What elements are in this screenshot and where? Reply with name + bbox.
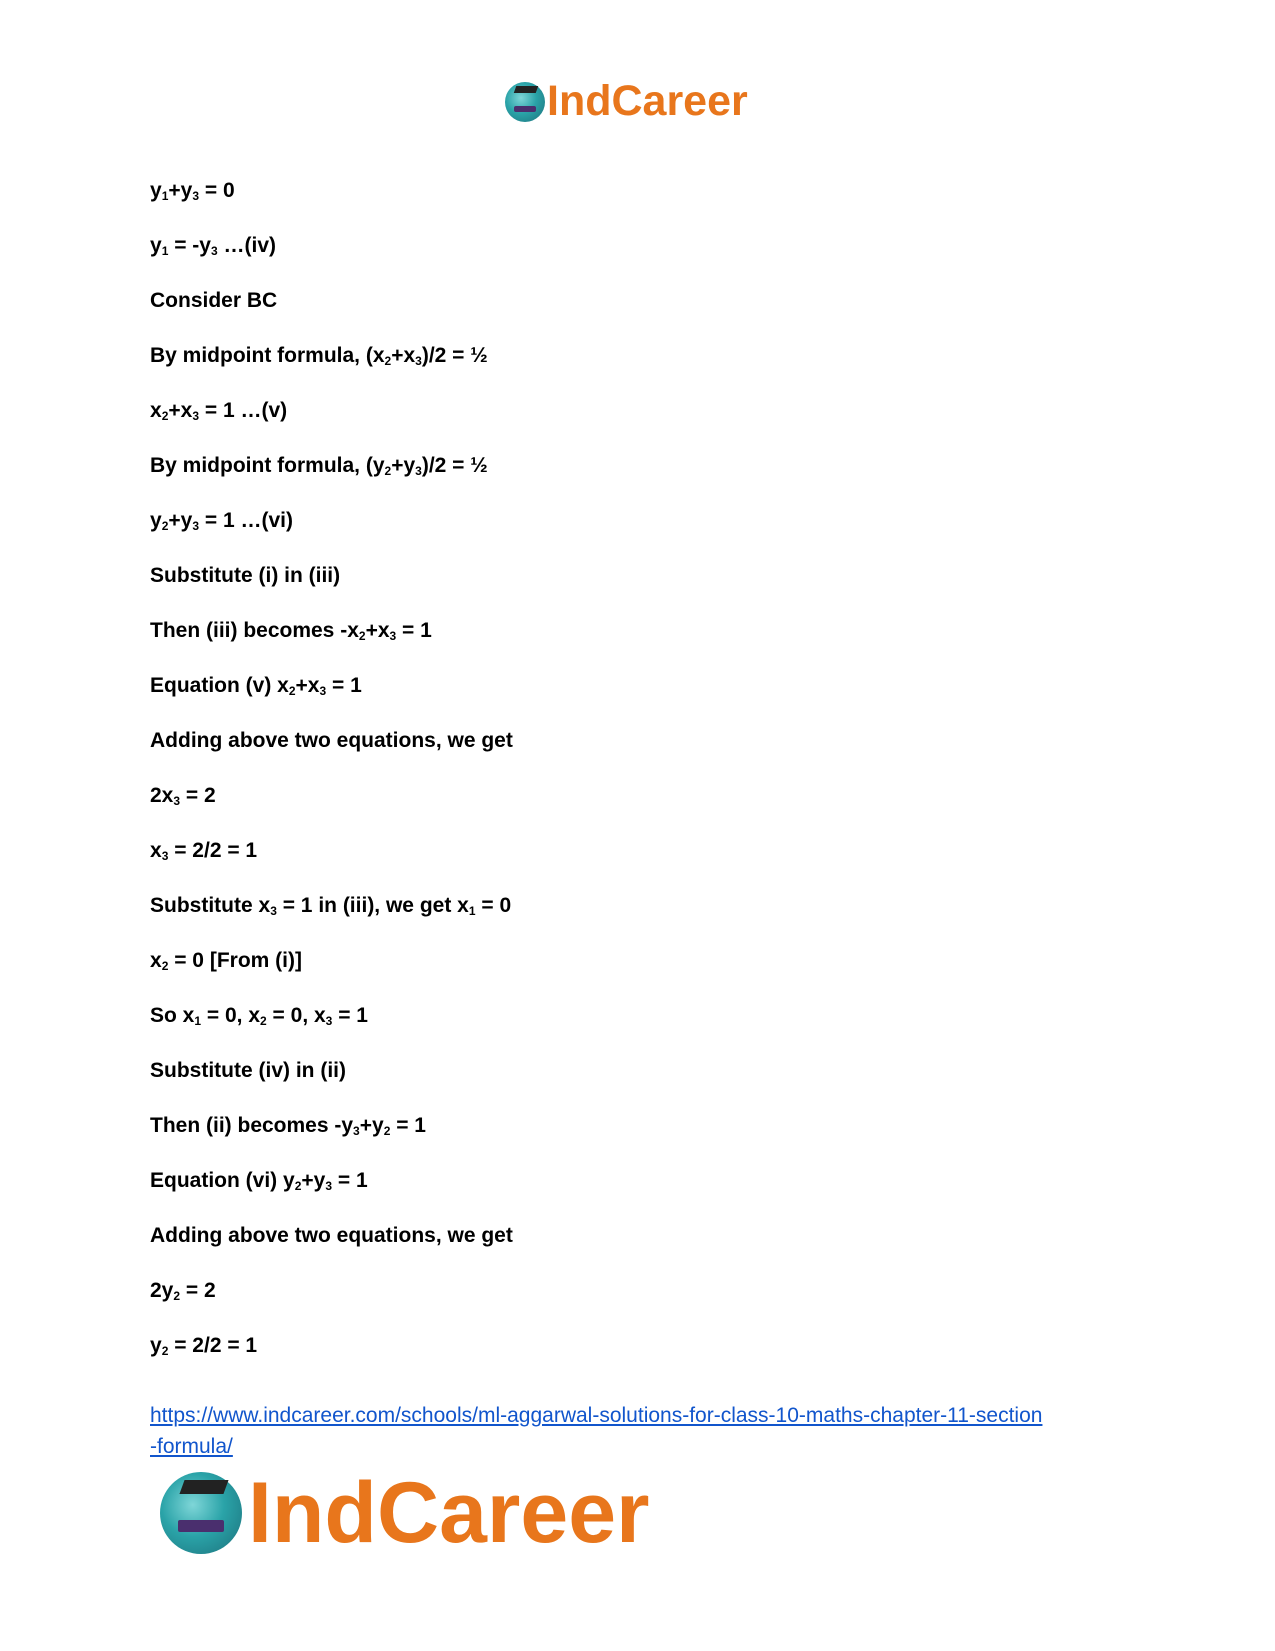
text-run: +x [365, 619, 390, 642]
subscript: 2 [173, 1289, 181, 1303]
text-run: y [150, 1334, 162, 1357]
subscript: 2 [161, 519, 169, 533]
text-line [150, 1168, 1130, 1223]
text-run: x [150, 399, 162, 422]
text-run: Adding above two equations, we get [150, 1224, 513, 1247]
header-logo-text: IndCareer [547, 77, 748, 125]
footer-logo-text: IndCareer [248, 1465, 650, 1561]
subscript: 3 [325, 1179, 333, 1193]
subscript: 1 [194, 1014, 202, 1028]
text-line [150, 508, 1130, 563]
subscript: 3 [192, 409, 200, 423]
text-run: 2y [150, 1279, 174, 1302]
source-link[interactable] [150, 1400, 1130, 1462]
text-run: …(iv) [217, 234, 277, 257]
subscript: 2 [161, 959, 169, 973]
subscript: 3 [192, 189, 200, 203]
subscript: 2 [384, 464, 392, 478]
text-line [150, 178, 1130, 233]
subscript: 2 [384, 354, 392, 368]
text-run: Adding above two equations, we get [150, 729, 513, 752]
subscript: 1 [161, 244, 169, 258]
subscript: 3 [161, 849, 169, 863]
text-run: Then (iii) becomes -x [150, 619, 359, 642]
text-run: = 2/2 = 1 [168, 1334, 258, 1357]
subscript: 3 [210, 244, 218, 258]
text-run: +y [391, 454, 416, 477]
text-run: +x [391, 344, 416, 367]
text-run: = 0 [From (i)] [168, 949, 302, 972]
text-run: +y [168, 509, 193, 532]
text-run: = 0 [199, 179, 235, 202]
text-line [150, 893, 1130, 948]
text-run: So x [150, 1004, 195, 1027]
source-link-line-1[interactable]: https://www.indcareer.com/schools/ml-aggarwal-solutions-for-class-10-maths-chapter-11-section [150, 1404, 1043, 1427]
subscript: 3 [325, 1014, 333, 1028]
text-run: )/2 = ½ [421, 344, 488, 367]
text-run: = 1 [332, 1169, 368, 1192]
text-run: = 0, x [266, 1004, 326, 1027]
text-line [150, 783, 1130, 838]
footer-logo [160, 1465, 650, 1561]
text-run: x [150, 839, 162, 862]
text-run: y [150, 509, 162, 532]
source-link-line-2[interactable]: -formula/ [150, 1435, 233, 1458]
document-body [150, 178, 1130, 1388]
text-line [150, 563, 1130, 618]
text-run: = 2 [180, 1279, 216, 1302]
text-run: By midpoint formula, (x [150, 344, 385, 367]
text-line [150, 728, 1130, 783]
text-run: x [150, 949, 162, 972]
subscript: 3 [319, 684, 327, 698]
text-line [150, 618, 1130, 673]
text-run: Consider BC [150, 289, 278, 312]
text-run: Substitute (i) in (iii) [150, 564, 341, 587]
header-logo [505, 77, 748, 125]
subscript: 1 [161, 189, 169, 203]
text-run: +y [301, 1169, 326, 1192]
text-line [150, 1003, 1130, 1058]
text-run: Then (ii) becomes -y [150, 1114, 354, 1137]
text-line [150, 1058, 1130, 1113]
subscript: 2 [161, 1344, 169, 1358]
text-run: y [150, 179, 162, 202]
text-run: Substitute (iv) in (ii) [150, 1059, 346, 1082]
text-run: = 1 …(v) [199, 399, 288, 422]
graduation-globe-icon [160, 1472, 242, 1554]
subscript: 2 [260, 1014, 267, 1028]
subscript: 3 [270, 904, 277, 918]
text-run: Substitute x [150, 894, 271, 917]
text-run: = 2 [180, 784, 216, 807]
text-run: = -y [168, 234, 211, 257]
subscript: 3 [415, 354, 422, 368]
text-run: )/2 = ½ [421, 454, 488, 477]
text-run: = 0 [475, 894, 512, 917]
text-line [150, 948, 1130, 1003]
subscript: 2 [161, 409, 169, 423]
text-run: +y [359, 1114, 384, 1137]
text-run: = 2/2 = 1 [168, 839, 258, 862]
text-run: = 1 [332, 1004, 368, 1027]
text-line [150, 1333, 1130, 1388]
text-run: = 1 [326, 674, 362, 697]
text-run: = 1 [396, 619, 432, 642]
text-run: +y [168, 179, 193, 202]
text-line [150, 838, 1130, 893]
graduation-globe-icon [505, 82, 545, 122]
text-run: +x [295, 674, 320, 697]
subscript: 1 [468, 904, 476, 918]
text-run: By midpoint formula, (y [150, 454, 385, 477]
text-run: 2x [150, 784, 174, 807]
text-run: Equation (v) x [150, 674, 289, 697]
subscript: 3 [173, 794, 181, 808]
text-run: y [150, 234, 162, 257]
text-run: = 1 …(vi) [199, 509, 293, 532]
text-run: = 0, x [201, 1004, 261, 1027]
subscript: 3 [192, 519, 200, 533]
subscript: 3 [415, 464, 422, 478]
text-line [150, 288, 1130, 343]
text-line [150, 1113, 1130, 1168]
subscript: 3 [389, 629, 397, 643]
text-line [150, 233, 1130, 288]
subscript: 2 [294, 1179, 302, 1193]
text-run: = 1 [390, 1114, 426, 1137]
text-line [150, 453, 1130, 508]
subscript: 2 [288, 684, 296, 698]
text-line [150, 1223, 1130, 1278]
text-line [150, 398, 1130, 453]
text-line [150, 673, 1130, 728]
subscript: 2 [358, 629, 366, 643]
text-run: +x [168, 399, 193, 422]
text-run: Equation (vi) y [150, 1169, 295, 1192]
subscript: 2 [383, 1124, 391, 1138]
text-run: = 1 in (iii), we get x [276, 894, 469, 917]
subscript: 3 [353, 1124, 360, 1138]
text-line [150, 1278, 1130, 1333]
text-line [150, 343, 1130, 398]
